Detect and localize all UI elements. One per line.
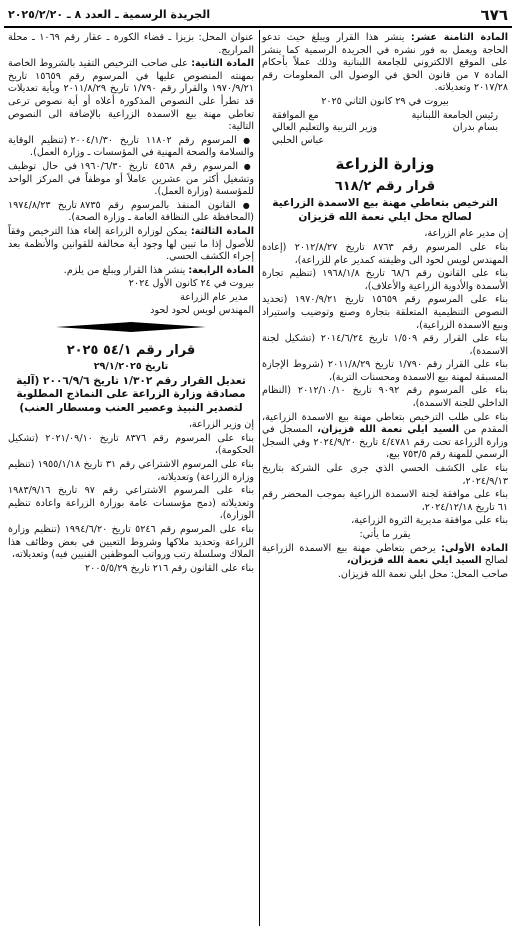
- article-18: المادة الثامنة عشر: ينشر هذا القرار ويبلغ حيث تدعو الحاجة ويعمل به فور نشره في الجريدة الرسمية كما ينشر على الموقع الالكتروني للجامعة اللبنانية وذلك عملاً بأحكام المادة ٧ من قانون الحق في الوصول الى المعلومات رقم ٢٠١٧/٢٨ وتعديلاته.: [262, 32, 509, 94]
- list-item: ● المرسوم رقم ٤٥٦٨ تاريخ ١٩٦٠/٦/٣٠ في حال توظيف وتشغيل أكثر من عشرين عاملاً أو موظفاً في المركز الواحد للمؤسسة (وزارة العمل).: [8, 161, 254, 199]
- list-item: ● القانون المنفذ بالمرسوم رقم ٨٧٣٥ تاريخ ١٩٧٤/٨/٢٣ (المحافظة على النظافة العامة ـ وزارة الصحة).: [8, 200, 254, 225]
- decision-headline: تعديل القرار رقم ١/٣٠٢ تاريخ ٢٠٠٦/٩/٦ (آلية مصادقة وزارة الزراعة على النماذج المطلوبة لتصدير النبيذ وعصير العنب ومسطار العنب): [16, 374, 246, 414]
- recital: بناء على القرار رقم ١/٥٠٩ تاريخ ٢٠١٤/٦/٢٤ (تشكيل لجنة الاسمدة)،: [262, 333, 508, 357]
- recital: بناء على الكشف الحسي الذي جرى على الشركة بتاريخ ٢٠٢٤/٩/١٣،: [262, 463, 508, 487]
- recital: بناء على القرار رقم ١/٧٩٠ تاريخ ٢٠١١/٨/٢٩ (شروط الإجازة المسبقة لمهنة بيع الاسمدة ومحسنات التربة)،: [262, 359, 508, 383]
- decides-line: يقرر ما يأتي:: [359, 529, 411, 540]
- recital: بناء على موافقة لجنة الاسمدة الزراعية بموجب المحضر رقم ٦١ تاريخ ٢٠٢٤/١٢/١٨،: [262, 489, 508, 513]
- recital: بناء على المرسوم رقم ٨٣٧٦ تاريخ ٢٠٢١/٠٩/١٠ (تشكيل الحكومة)،: [8, 432, 254, 457]
- recital: بناء على المرسوم رقم ٨٧٦٣ تاريخ ٢٠١٢/٨/٢٧ (إعادة المهندس لويس لحود الى وظيفته كمدير عام للزراعة)،: [262, 241, 508, 266]
- recital: بناء على المرسوم الاشتراعي رقم ٩٧ تاريخ ١٩٨٣/٩/١٦ وتعديلاته (دمج مؤسسات عامة بوزارة الزراعة واعادة تنظيم الوزارة)،: [8, 485, 254, 522]
- decision-title: قرار رقم ٥٤/١ ٢٠٢٥: [66, 342, 196, 358]
- signature-row-3: عباس الحلبي: [272, 134, 325, 146]
- list-item: ● المرسوم رقم ١١٨٠٢ تاريخ ٢٠٠٤/١/٣٠ (تنظيم الوقاية والسلامة والصحة المهنية في المؤسسات ـ وزارة العمل).: [8, 135, 254, 160]
- signature-row-2: بسام بدران وزير التربية والتعليم العالي: [272, 122, 498, 134]
- signature-row-1: رئيس الجامعة اللبنانية مع الموافقة: [272, 109, 498, 121]
- header-rule: [4, 26, 512, 28]
- decision-opening: إن مدير عام الزراعة،: [424, 228, 508, 240]
- recital: بناء على المرسوم رقم ٩٠٩٢ تاريخ ٢٠١٢/١٠/١٠ (النظام الداخلي للجنة الاسمدة)،: [262, 385, 508, 410]
- column-divider: [259, 30, 260, 926]
- recital: بناء على القانون رقم ٢١٦ تاريخ ٢٠٠٥/٥/٢٩: [85, 562, 254, 574]
- recital: بناء على المرسوم رقم ١٥٦٥٩ تاريخ ١٩٧٠/٩/٢١ (تحديد النصوص التنظيمية المتعلقة بتجارة وصنع وتوضيب واستيراد وبيع الاسمدة الزراعية)،: [262, 294, 508, 331]
- recital: بناء على المرسوم الاشتراعي رقم ٣١ تاريخ ١٩٥٥/١/١٨ (تنظيم وزارة الزراعة) وتعديلاته،: [8, 458, 254, 483]
- decision-headline: الترخيص بتعاطي مهنة بيع الاسمدة الزراعية لصالح محل ايلي نعمة الله قزيزان: [272, 197, 498, 223]
- page-header: [6, 6, 510, 26]
- signing-date: بيروت في ٢٩ كانون الثاني ٢٠٢٥: [321, 95, 449, 107]
- ministry-heading: وزارة الزراعة: [335, 155, 435, 174]
- recital: بناء على القانون رقم ٦٨/٦ تاريخ ١٩٦٨/١/٨ (تنظيم تجارة الأسمدة والأدوية الزراعية والأعلاف)،: [262, 268, 508, 292]
- signatory-name: المهندس لويس لحود لحود: [150, 305, 254, 317]
- recital-request: بناء على طلب الترخيص بتعاطي مهنة بيع الاسمدة الزراعية، المقدم من السيد ايلي نعمة الله قزيزان، المسجل في وزارة الزراعة تحت رقم ٤/٤٧٨١ تاريخ ٢٠٢٤/٩/٢٠ وفي السجل الرسمي للمهنة رقم ٧٥٣/٥ بيع،: [262, 411, 508, 461]
- section-separator: [8, 322, 254, 337]
- recital: بناء على موافقة مديرية الثروة الزراعية،: [351, 515, 508, 527]
- right-column: [262, 32, 508, 582]
- signing-date: بيروت في ٢٤ كانون الأول ٢٠٢٤: [128, 278, 254, 290]
- shop-address: عنوان المحل: بزيزا ـ قضاء الكورة ـ عقار رقم ١٠٦٩ ـ محلة المراريج.: [8, 32, 255, 56]
- decision-date: تاريخ ٢٩/١/٢٠٢٥: [93, 360, 169, 372]
- article-1: المادة الأولى: يرخص بتعاطي مهنة بيع الاسمدة الزراعية لصالح السيد ايلي نعمة الله قزيزان،: [262, 542, 508, 567]
- page-number: ٦٧٦: [480, 6, 508, 24]
- left-column: [8, 32, 254, 576]
- decision-title: قرار رقم ٦١٨/٢: [334, 179, 436, 195]
- article-2: المادة الثانية: على صاحب الترخيص التقيد بالشروط الخاصة بمهنته المنصوص عليها في المرسوم رقم ١٥٦٥٩ تاريخ ١٩٧٠/٩/٢١ والقرار رقم ١/٧٩٠ تاريخ ٢٠١١/٨/٢٩ وبأية تعديلات قد تطرأ على النصوص المذكورة أعلاه أو أية نصوص ترعى تعاطي مهنة بيع الاسمدة الزراعية بالإضافة الى النصوص التالية:: [8, 58, 255, 133]
- recital: بناء على المرسوم رقم ٥٢٤٦ تاريخ ١٩٩٤/٦/٢٠ (تنظيم وزارة الزراعة وتحديد ملاكها وشروط التعيين في بعض وظائف هذا الملاك وسلسلة رتب ورواتب الموظفين الفنيين فيه) وتعديلاته،: [8, 523, 254, 561]
- separator-shape: [56, 322, 206, 332]
- signatory-title: مدير عام الزراعة: [180, 291, 248, 303]
- decision-opening: إن وزير الزراعة،: [188, 419, 254, 431]
- article-4: المادة الرابعة: ينشر هذا القرار ويبلغ من يلزم.: [63, 264, 254, 276]
- article-3: المادة الثالثة: يمكن لوزارة الزراعة إلغاء هذا الترخيص وفقاً للأصول إذا ما تبين لها وجود أية مخالفة للقوانين والأنظمة بعد إجراء الكشف الحسي.: [8, 225, 254, 263]
- shop-owner: صاحب المحل: محل ايلي نعمة الله قزيزان.: [337, 568, 508, 580]
- gazette-issue-line: الجريدة الرسمية ـ العدد ٨ ـ ٢٠٢٥/٢/٢٠: [8, 8, 211, 21]
